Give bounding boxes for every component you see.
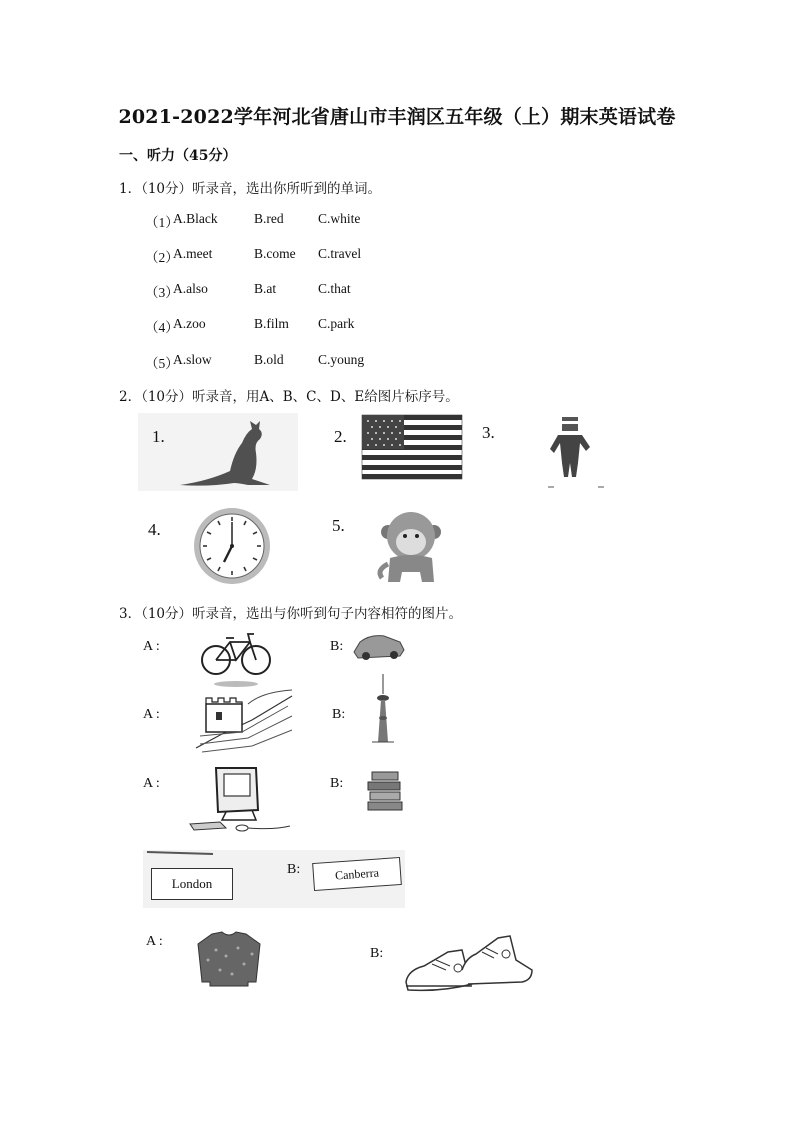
option-label-a: A : [143, 776, 160, 791]
item-number: （4） [145, 320, 179, 335]
question-1-text: 1．（10分）听录音，选出你所听到的单词。 [119, 181, 382, 197]
london-sign: London [151, 868, 233, 900]
option-c: C.white [318, 211, 361, 226]
option-a: A.Black [173, 211, 218, 226]
canberra-sign: Canberra [312, 857, 402, 891]
picture-number: 1. [152, 427, 165, 446]
option-label-b: B: [287, 862, 301, 877]
item-number: （3） [145, 285, 179, 300]
clock-icon [138, 508, 298, 586]
clock-picture [138, 508, 298, 586]
option-label-b: B: [370, 946, 384, 961]
option-b: B.come [254, 246, 296, 261]
option-a: A.meet [173, 246, 213, 261]
kangaroo-icon [138, 413, 298, 491]
option-label-b: B: [330, 776, 344, 791]
man-picture [478, 413, 618, 491]
picture-number: 2. [334, 427, 347, 446]
option-label-a: A : [143, 639, 160, 654]
option-a: A.also [173, 281, 208, 296]
option-label-b: B: [330, 639, 344, 654]
option-label-b: B: [332, 707, 346, 722]
flag-picture [330, 413, 470, 485]
kangaroo-picture [138, 413, 298, 491]
option-label-a: A : [146, 934, 163, 949]
item-number: （5） [145, 356, 179, 371]
car-icon [350, 628, 410, 664]
question-2-text: 2．（10分）听录音，用A、B、C、D、E给图片标序号。 [119, 389, 459, 405]
question-3-text: 3．（10分）听录音，选出与你听到句子内容相符的图片。 [119, 606, 463, 622]
option-c: C.travel [318, 246, 362, 261]
option-b: B.old [254, 352, 284, 367]
great-wall-icon [192, 686, 296, 756]
option-a: A.slow [173, 352, 212, 367]
city-signs-picture [143, 850, 405, 908]
option-b: B.at [254, 281, 277, 296]
item-number: （1） [145, 215, 179, 230]
tv-tower-icon [368, 674, 398, 746]
picture-number: 5. [332, 516, 345, 535]
man-icon [478, 413, 618, 491]
cropped-edge-icon [143, 850, 223, 860]
computer-icon [186, 764, 296, 836]
page-title: 2021-2022学年河北省唐山市丰润区五年级（上）期末英语试卷 [118, 106, 676, 128]
option-c: C.park [318, 316, 355, 331]
section-heading-listening: 一、听力（45分） [119, 148, 237, 164]
item-number: （2） [145, 250, 179, 265]
option-label-a: A : [143, 707, 160, 722]
option-a: A.zoo [173, 316, 206, 331]
option-c: C.that [318, 281, 351, 296]
sneakers-icon [402, 930, 536, 996]
sweater-icon [194, 930, 264, 988]
option-c: C.young [318, 352, 365, 367]
usa-flag-icon [330, 413, 470, 485]
option-b: B.film [254, 316, 289, 331]
picture-number: 4. [148, 520, 161, 539]
books-icon [366, 768, 406, 812]
bicycle-icon [196, 628, 276, 688]
picture-number: 3. [482, 423, 495, 442]
option-b: B.red [254, 211, 284, 226]
monkey-picture [330, 508, 470, 588]
monkey-icon [330, 508, 470, 588]
